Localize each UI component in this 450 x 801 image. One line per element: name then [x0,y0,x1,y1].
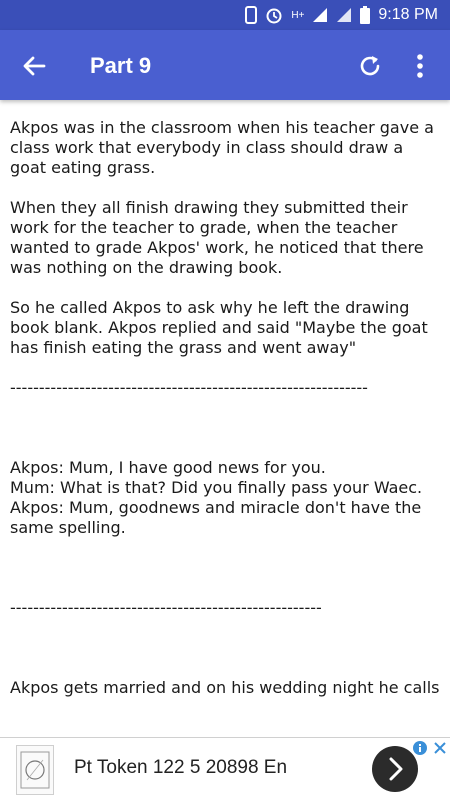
status-bar [0,0,450,30]
ad-info-icon[interactable] [412,740,428,756]
ad-banner[interactable] [0,737,450,801]
paragraph-5: Akpos gets married and on his wedding night he calls [10,678,440,697]
refresh-icon[interactable] [356,52,384,80]
ad-thumbnail[interactable] [16,745,54,795]
ad-close-icon[interactable] [432,740,448,756]
signal-icon-2 [336,7,352,23]
divider-line-2: ------------------------------------------------------ [10,598,322,617]
arrow-back-icon[interactable] [20,52,48,80]
alarm-icon [265,6,283,24]
battery-icon [360,6,370,24]
divider-line-1: -------------------------------------------------------------- [10,378,368,397]
screenshot-icon [245,6,257,24]
paragraph-2: When they all finish drawing they submitted their work for the teacher to grade, when the teacher wanted to grade Akpos' work, he noticed that there was nothing on the drawing book. [10,198,429,277]
page-title: Part 9 [90,53,152,78]
paragraph-4: Akpos: Mum, I have good news for you. Mum: What is that? Did you finally pass your Waec. Akpos: Mum, goodnews and miracle don't have the same spelling. [10,458,423,537]
app-bar [0,30,450,100]
ad-title[interactable]: Pt Token 122 5 20898 En [74,757,288,778]
paragraph-1: Akpos was in the classroom when his teacher gave a class work that everybody in class should draw a goat eating grass. [10,118,440,177]
signal-icon [312,7,328,23]
status-time: 9:18 PM [378,6,438,23]
network-type-label: H+ [291,9,305,21]
paragraph-3: So he called Akpos to ask why he left the drawing book blank. Akpos replied and said "Maybe the goat has finish eating the grass and went away" [10,298,433,357]
more-vert-icon[interactable] [410,52,430,80]
joke-content [10,118,442,698]
